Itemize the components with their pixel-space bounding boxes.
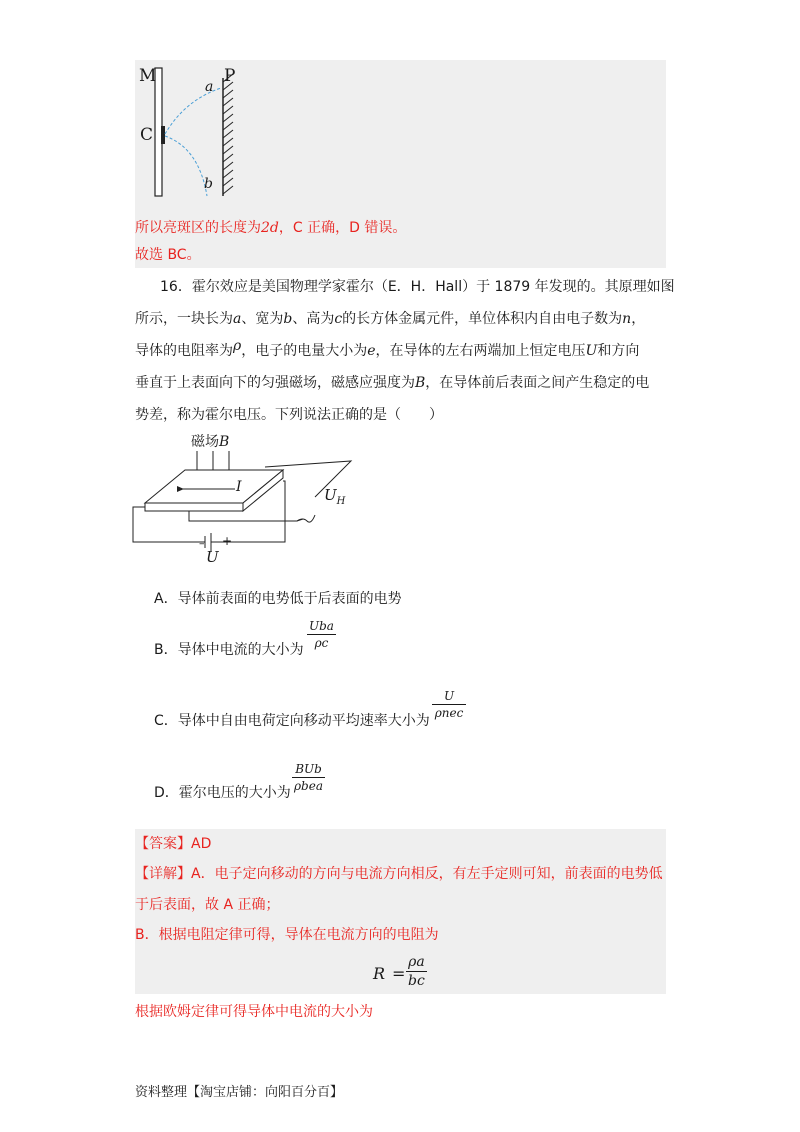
formula-eq: = — [392, 964, 406, 983]
field-label-text: 磁场 — [191, 434, 219, 450]
q-l4-b: ，在导体前后表面之间产生稳定的电 — [425, 375, 650, 391]
label-p: P — [224, 66, 236, 86]
q-l2-c: 、高为 — [292, 311, 335, 327]
var-b: b — [283, 311, 293, 327]
var-rho: ρ — [233, 338, 242, 354]
solution-line-1-pre: 所以亮斑区的长度为 — [135, 220, 261, 236]
board-m — [155, 68, 162, 196]
detail-l1: A．电子定向移动的方向与电流方向相反，有左手定则可知，前表面的电势低 — [191, 866, 663, 882]
q-l2-b: 、宽为 — [241, 311, 284, 327]
question-line-2 — [135, 309, 645, 329]
question-line-1 — [160, 277, 675, 297]
q-l2-a: 所示，一块长为 — [135, 311, 233, 327]
var-a: a — [233, 311, 242, 327]
hall-voltage-label — [324, 486, 345, 507]
answer-value: AD — [191, 836, 212, 852]
option-b-bar — [307, 634, 336, 635]
hall-lead-wave — [297, 515, 315, 522]
formula-bar — [406, 971, 427, 972]
source-c — [161, 126, 165, 144]
option-c-den: ρnec — [434, 706, 464, 720]
answer-line — [135, 834, 211, 854]
solution-line-1-post: ，C 正确，D 错误。 — [278, 220, 407, 236]
question-line-5: 势差，称为霍尔电压。下列说法正确的是（ ） — [135, 407, 443, 423]
option-d-fraction — [292, 762, 325, 793]
q-l3-c: ，在导体的左右两端加上恒定电压 — [375, 343, 586, 359]
option-d-num: BUb — [295, 762, 322, 776]
resistance-fraction — [406, 954, 427, 989]
option-c: C．导体中自由电荷定向移动平均速率大小为 — [154, 713, 430, 729]
option-b-num: Uba — [309, 619, 334, 633]
formula-lhs: R — [373, 964, 386, 983]
detail-line-1 — [135, 864, 663, 884]
var-e: e — [367, 343, 376, 359]
formula-num: ρa — [408, 954, 425, 970]
option-d: D．霍尔电压的大小为 — [154, 785, 291, 801]
var-n: n — [622, 311, 632, 327]
option-a: A．导体前表面的电势低于后表面的电势 — [154, 591, 402, 607]
current-label: I — [236, 479, 242, 495]
option-c-num: U — [443, 689, 455, 703]
label-c: C — [140, 125, 154, 145]
q-l3-d: 和方向 — [597, 343, 640, 359]
q-l2-d: 的长方体金属元件，单位体积内自由电子数为 — [342, 311, 623, 327]
battery-minus: – — [199, 537, 205, 550]
var-c: c — [334, 311, 343, 327]
detail-line-2: 于后表面，故 A 正确； — [135, 897, 280, 913]
detail-line-3: B．根据电阻定律可得，导体在电流方向的电阻为 — [135, 927, 439, 943]
option-c-fraction — [432, 689, 466, 720]
solution-line-1 — [135, 218, 406, 238]
hall-lead-front — [189, 511, 303, 521]
question-l1: 霍尔效应是美国物理学家霍尔（E．H．Hall）于 1879 年发现的。其原理如图 — [191, 279, 675, 295]
question-number: 16． — [160, 279, 192, 295]
q-l3-a: 导体的电阻率为 — [135, 343, 233, 359]
label-b: b — [204, 176, 213, 192]
option-b-den: ρc — [314, 636, 329, 650]
var-b-field: B — [415, 375, 426, 391]
q-l4-a: 垂直于上表面向下的匀强磁场，磁感应强度为 — [135, 375, 415, 391]
solution-line-2: 故选 BC。 — [135, 247, 201, 263]
hall-diagram — [125, 445, 365, 570]
question-line-4 — [135, 373, 649, 393]
battery-plus: + — [222, 534, 233, 548]
question-line-3 — [135, 338, 640, 361]
page-footer: 资料整理【淘宝店铺：向阳百分百】 — [135, 1085, 344, 1100]
hall-voltage-sub: H — [336, 496, 346, 507]
solution-var-2d: 2d — [261, 220, 279, 236]
option-b-fraction — [307, 619, 336, 650]
circuit-wire — [133, 507, 205, 542]
q-l3-b: ，电子的电量大小为 — [241, 343, 368, 359]
detail-tag: 【详解】 — [135, 866, 191, 882]
answer-tag: 【答案】 — [135, 836, 191, 852]
option-c-bar — [432, 704, 466, 705]
option-b: B．导体中电流的大小为 — [154, 642, 304, 658]
var-u: U — [585, 343, 598, 359]
field-label-var: B — [219, 434, 230, 450]
formula-den: bc — [408, 973, 425, 989]
hall-voltage-u: U — [324, 486, 337, 504]
slab-front — [145, 503, 243, 511]
q-l2-e: ， — [631, 311, 646, 327]
option-d-den: ρbea — [294, 779, 323, 793]
label-m: M — [139, 66, 157, 86]
arc-lower — [165, 136, 207, 196]
label-a: a — [205, 79, 214, 95]
detail-line-4: 根据欧姆定律可得导体中电流的大小为 — [135, 1004, 373, 1020]
source-voltage-label: U — [206, 548, 219, 566]
option-d-bar — [292, 777, 325, 778]
wall-hatching — [223, 74, 233, 194]
